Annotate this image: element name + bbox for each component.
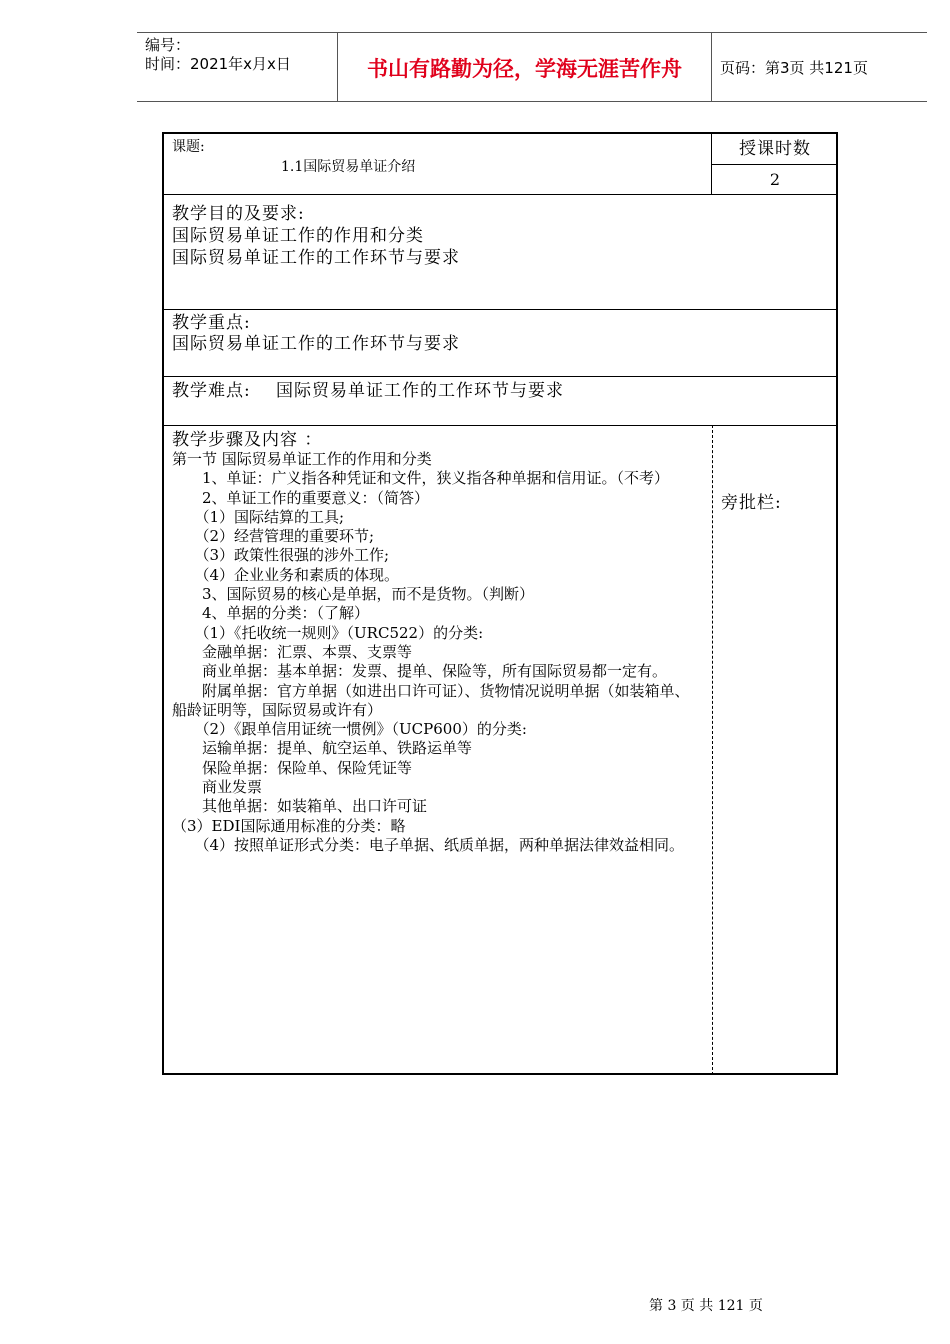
step-line: 2、单证工作的重要意义：（简答） [172, 488, 430, 507]
step-line: （2）经营管理的重要环节; [172, 527, 375, 546]
step-line: （3）政策性很强的涉外工作; [172, 546, 390, 565]
step-line: （1）国际结算的工具; [172, 507, 345, 526]
focus-label: 教学重点: [172, 313, 251, 333]
hours-label: 授课时数 [739, 139, 811, 159]
step-line: 其他单据：如装箱单、出口许可证 [172, 797, 428, 816]
step-line: （2）《跟单信用证统一惯例》（UCP600）的分类: [172, 720, 527, 739]
difficulty-value: 国际贸易单证工作的工作环节与要求 [276, 381, 564, 401]
steps-content [172, 450, 702, 855]
side-column-divider [712, 425, 713, 1075]
step-line: 附属单据：官方单据（如进出口许可证）、货物情况说明单据（如装箱单、船龄证明等，国际贸易或许有） [172, 681, 690, 719]
focus-value: 国际贸易单证工作的工作环节与要求 [172, 334, 460, 354]
table-divider [164, 376, 836, 377]
steps-label: 教学步骤及内容 ： [172, 430, 323, 450]
step-line: 运输单据：提单、航空运单、铁路运单等 [172, 739, 473, 758]
difficulty-label: 教学难点: [172, 381, 251, 401]
step-line: 1、单证：广义指各种凭证和文件，狭义指各种单据和信用证。（不考） [172, 469, 670, 488]
page-footer: 第 3 页 共 121 页 [649, 1298, 763, 1314]
step-line: 商业单据：基本单据：发票、提单、保险等，所有国际贸易都一定有。 [172, 662, 668, 681]
goal-item: 国际贸易单证工作的作用和分类 [172, 226, 424, 246]
number-label: 编号： [145, 36, 191, 54]
header-divider [711, 33, 712, 101]
header-motto: 书山有路勤为径，学海无涯苦作舟 [367, 57, 682, 81]
header-page-number: 页码：第3页 共121页 [720, 59, 868, 77]
goals-label: 教学目的及要求: [172, 204, 305, 224]
step-line: 3、国际贸易的核心是单据，而不是货物。（判断） [172, 585, 535, 604]
step-line: （4）企业业务和素质的体现。 [172, 565, 400, 584]
step-line: （4）按照单证形式分类：电子单据、纸质单据，两种单据法律效益相同。 [172, 835, 685, 854]
step-line: （3）EDI国际通用标准的分类：略 [172, 816, 406, 835]
step-line: 保险单据：保险单、保险凭证等 [172, 758, 413, 777]
topic-value: 1.1国际贸易单证介绍 [281, 159, 416, 175]
hours-value: 2 [769, 170, 781, 189]
topic-label: 课题: [172, 139, 205, 155]
page-header [137, 32, 927, 102]
table-divider [164, 425, 836, 426]
step-line: （1）《托收统一规则》（URC522）的分类: [172, 623, 484, 642]
time-label: 时间：2021年x月x日 [145, 55, 291, 73]
step-line: 金融单据：汇票、本票、支票等 [172, 642, 413, 661]
step-line: 4、单据的分类：（了解） [172, 604, 370, 623]
step-line: 商业发票 [172, 778, 263, 797]
lesson-table [162, 132, 838, 1075]
table-divider [164, 194, 836, 195]
table-divider [711, 164, 836, 165]
side-notes-label: 旁批栏: [721, 493, 782, 513]
step-line: 第一节 国际贸易单证工作的作用和分类 [172, 450, 432, 468]
table-divider [164, 309, 836, 310]
header-meta [145, 36, 291, 74]
goal-item: 国际贸易单证工作的工作环节与要求 [172, 248, 460, 268]
